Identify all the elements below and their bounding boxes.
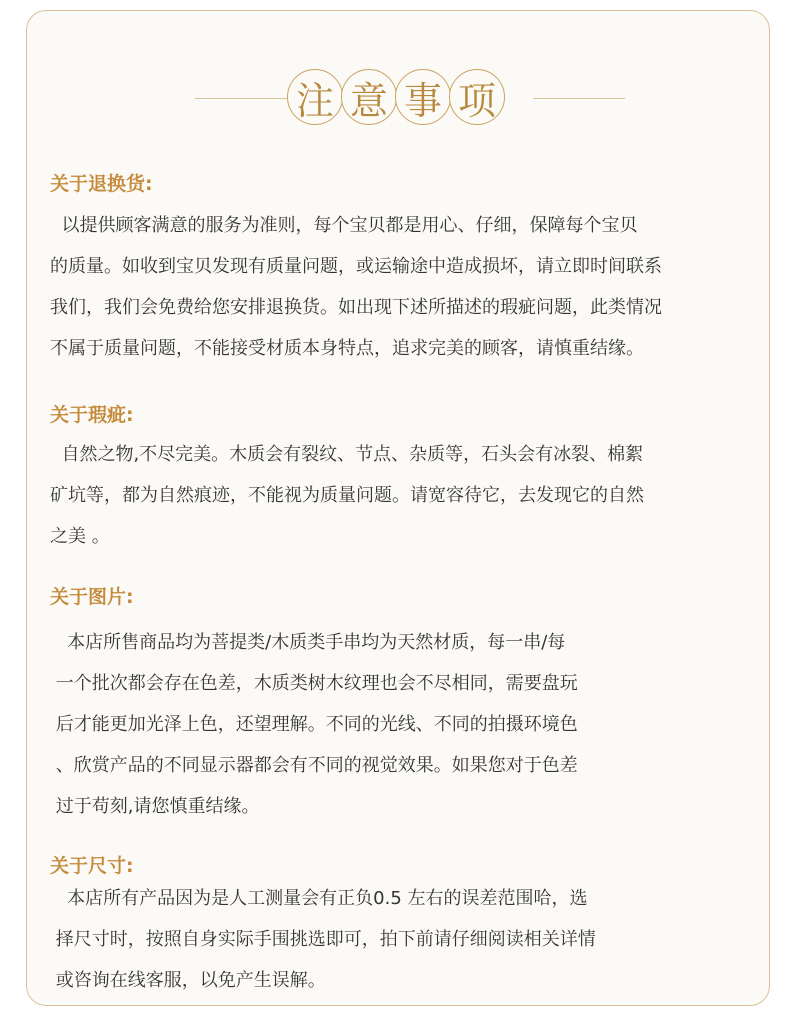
body-line: 自然之物,不尽完美。木质会有裂纹、节点、杂质等，石头会有冰裂、棉絮 xyxy=(50,444,644,465)
section-body-size xyxy=(50,878,596,1001)
title-chars xyxy=(287,69,503,125)
body-line: 以提供顾客满意的服务为准则，每个宝贝都是用心、仔细，保障每个宝贝 xyxy=(50,215,638,236)
section-heading-images: 关于图片: xyxy=(50,586,134,608)
notice-card xyxy=(26,10,770,1006)
title-char: 事 xyxy=(395,69,451,125)
body-line: 一个批次都会存在色差，木质类树木纹理也会不尽相同，需要盘玩 xyxy=(50,673,578,694)
title-char: 注 xyxy=(287,69,343,125)
page-title xyxy=(27,69,769,129)
title-divider-right xyxy=(533,98,625,99)
body-line: 后才能更加光泽上色，还望理解。不同的光线、不同的拍摄环境色 xyxy=(50,714,578,735)
title-divider-left xyxy=(195,98,287,99)
body-line: 或咨询在线客服，以免产生误解。 xyxy=(50,970,326,991)
section-heading-flaws: 关于瑕疵: xyxy=(50,404,134,426)
title-char: 项 xyxy=(449,69,505,125)
body-line: 之美 。 xyxy=(50,526,110,547)
body-line: 过于苟刻,请您慎重结缘。 xyxy=(50,796,260,817)
body-line: 不属于质量问题，不能接受材质本身特点，追求完美的顾客，请慎重结缘。 xyxy=(50,338,644,359)
body-line: 本店所有产品因为是人工测量会有正负0.5 左右的误差范围哈，选 xyxy=(50,888,588,909)
body-line: 矿坑等，都为自然痕迹，不能视为质量问题。请宽容待它，去发现它的自然 xyxy=(50,485,644,506)
body-line: 、欣赏产品的不同显示器都会有不同的视觉效果。如果您对于色差 xyxy=(50,755,578,776)
section-heading-returns: 关于退换货: xyxy=(50,173,153,195)
body-line: 的质量。如收到宝贝发现有质量问题，或运输途中造成损坏，请立即时间联系 xyxy=(50,256,662,277)
title-char: 意 xyxy=(341,69,397,125)
section-body-flaws xyxy=(50,434,644,557)
body-line: 本店所售商品均为菩提类/木质类手串均为天然材质，每一串/每 xyxy=(50,632,566,653)
section-body-images xyxy=(50,622,578,827)
body-line: 择尺寸时，按照自身实际手围挑选即可，拍下前请仔细阅读相关详情 xyxy=(50,929,596,950)
body-line: 我们，我们会免费给您安排退换货。如出现下述所描述的瑕疵问题，此类情况 xyxy=(50,297,662,318)
section-heading-size: 关于尺寸: xyxy=(50,855,134,877)
section-body-returns xyxy=(50,205,662,369)
